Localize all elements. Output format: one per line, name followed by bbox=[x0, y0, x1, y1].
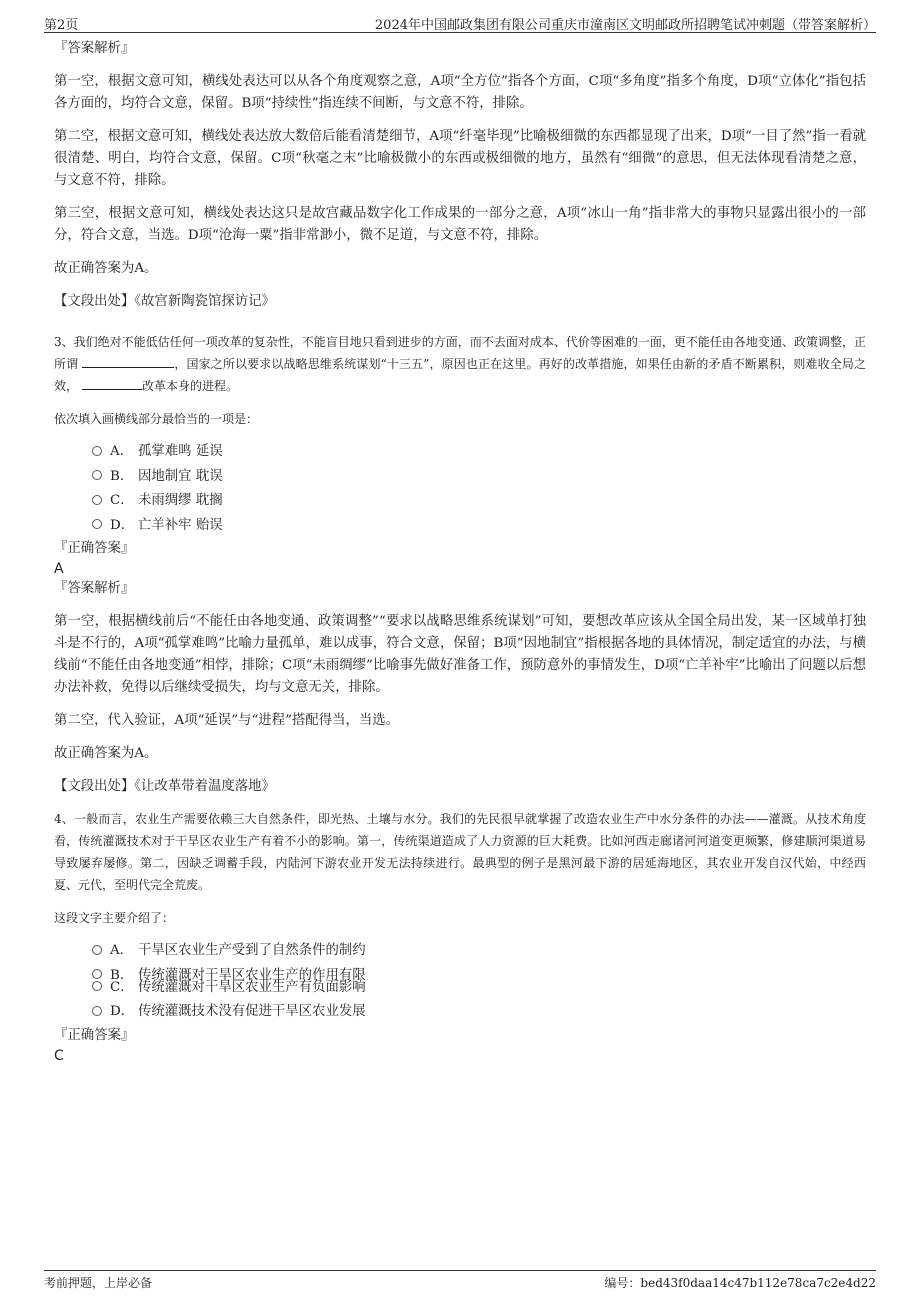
option-b[interactable]: B． 因地制宜 耽误 bbox=[92, 465, 866, 490]
radio-icon[interactable] bbox=[92, 981, 102, 991]
question-prompt: 这段文字主要介绍了： bbox=[54, 911, 175, 925]
question-prompt: 依次填入画横线部分最恰当的一项是： bbox=[54, 412, 259, 426]
radio-icon[interactable] bbox=[92, 519, 102, 529]
analysis-paragraph: 第三空，根据文意可知，横线处表达这只是故宫藏品数字化工作成果的一部分之意，A项“冰山一角”指非常大的事物只显露出很小的一部分，符合文意，当选。D项“沧海一粟”指非常渺小，微不足道，与文意不符，排除。 bbox=[54, 206, 866, 243]
option-c[interactable]: C． 未雨绸缪 耽搁 bbox=[92, 489, 866, 514]
correct-answer-label: 『正确答案』 bbox=[54, 541, 135, 556]
option-a[interactable]: A． 干旱区农业生产受到了自然条件的制约 bbox=[92, 939, 866, 964]
document-id: 编号：bed43f0daa14c47b112e78ca7c2e4d22 bbox=[604, 1276, 876, 1290]
radio-icon[interactable] bbox=[92, 446, 102, 456]
answer-conclusion: 故正确答案为A。 bbox=[54, 746, 158, 761]
option-d[interactable]: D． 亡羊补牢 贻误 bbox=[92, 514, 866, 539]
question-4-options bbox=[92, 939, 866, 1025]
document-title: 2024年中国邮政集团有限公司重庆市潼南区文明邮政所招聘笔试冲刺题（带答案解析） bbox=[374, 18, 876, 33]
option-a[interactable]: A． 孤掌难鸣 延误 bbox=[92, 440, 866, 465]
correct-answer: C bbox=[54, 1047, 64, 1064]
page-content bbox=[54, 38, 866, 1065]
page-footer bbox=[44, 1270, 876, 1291]
analysis-label: 『答案解析』 bbox=[54, 41, 135, 56]
analysis-label: 『答案解析』 bbox=[54, 581, 135, 596]
question-4-text: 4、一般而言，农业生产需要依赖三大自然条件，即光热、土壤与水分。我们的先民很早就掌握了改造农业生产中水分条件的办法——灌溉。从技术角度看，传统灌溉技术对于干旱区农业生产有着不小的影响。第一，传统渠道造成了人力资源的巨大耗费。比如河西走廊诸河河道变更频繁，修建顺河渠道易导致屡弃屡修。第二，因缺乏调蓄手段，内陆河下游农业开发无法持续进行。最典型的例子是黑河最下游的居延海地区，其农业开发自汉代始，中经西夏、元代，至明代完全荒废。 bbox=[54, 812, 866, 892]
source-citation: 【文段出处】《故宫新陶瓷馆探访记》 bbox=[54, 294, 275, 309]
fill-blank bbox=[82, 355, 174, 368]
analysis-paragraph: 第一空，根据横线前后“不能任由各地变通、政策调整”“要求以战略思维系统谋划”可知，要想改革应该从全国全局出发，某一区域单打独斗是不行的，A项“孤掌难鸣”比喻力量孤单，难以成事，符合文意，保留；B项“因地制宜”指根据各地的具体情况，制定适宜的办法，与横线前“不能任由各地变通”相悖，排除；C项“未雨绸缪”比喻事先做好准备工作，预防意外的事情发生，D项“亡羊补牢”比喻出了问题以后想办法补救，免得以后继续受损失，均与文意无关，排除。 bbox=[54, 614, 866, 695]
footer-slogan: 考前押题，上岸必备 bbox=[44, 1276, 153, 1290]
page-header bbox=[44, 14, 876, 33]
option-d[interactable]: D． 传统灌溉技术没有促进干旱区农业发展 bbox=[92, 1000, 866, 1025]
analysis-paragraph: 第一空，根据文意可知，横线处表达可以从各个角度观察之意，A项“全方位”指各个方面，C项“多角度”指多个角度，D项“立体化”指包括各方面的，均符合文意，保留。B项“持续性”指连续不间断，与文意不符，排除。 bbox=[54, 74, 866, 111]
radio-icon[interactable] bbox=[92, 945, 102, 955]
fill-blank bbox=[82, 377, 142, 390]
question-3-options bbox=[92, 440, 866, 538]
question-3-text: 3、我们绝对不能低估任何一项改革的复杂性，不能盲目地只看到进步的方面，而不去面对成本、代价等困难的一面，更不能任由各地变通、政策调整，正所谓 ，国家之所以要求以战略思维系统谋划“十三五”，原因也正在这里。再好的改革措施，如果任由新的矛盾不断累积，则难收全局之效， 改革本身的进程。 bbox=[54, 335, 866, 393]
correct-answer-label: 『正确答案』 bbox=[54, 1027, 135, 1043]
radio-icon[interactable] bbox=[92, 495, 102, 505]
analysis-paragraph: 第二空，代入验证，A项“延误”与“进程”搭配得当，当选。 bbox=[54, 713, 400, 728]
option-c[interactable]: C． 传统灌溉对干旱区农业生产有负面影响 bbox=[92, 976, 866, 1001]
page-number: 第2页 bbox=[44, 18, 79, 33]
analysis-paragraph: 第二空，根据文意可知，横线处表达放大数倍后能看清楚细节，A项“纤毫毕现”比喻极细微的东西都显现了出来，D项“一目了然”指一看就很清楚、明白，均符合文意，保留。C项“秋毫之末”比喻极微小的东西或极细微的地方，虽然有“细微”的意思，但无法体现看清楚之意，与文意不符，排除。 bbox=[54, 129, 866, 188]
option-b[interactable]: B． 传统灌溉对干旱区农业生产的作用有限 bbox=[92, 964, 866, 976]
radio-icon[interactable] bbox=[92, 470, 102, 480]
correct-answer: A bbox=[54, 561, 64, 577]
source-citation: 【文段出处】《让改革带着温度落地》 bbox=[54, 779, 275, 794]
answer-conclusion: 故正确答案为A。 bbox=[54, 261, 158, 276]
radio-icon[interactable] bbox=[92, 1006, 102, 1016]
